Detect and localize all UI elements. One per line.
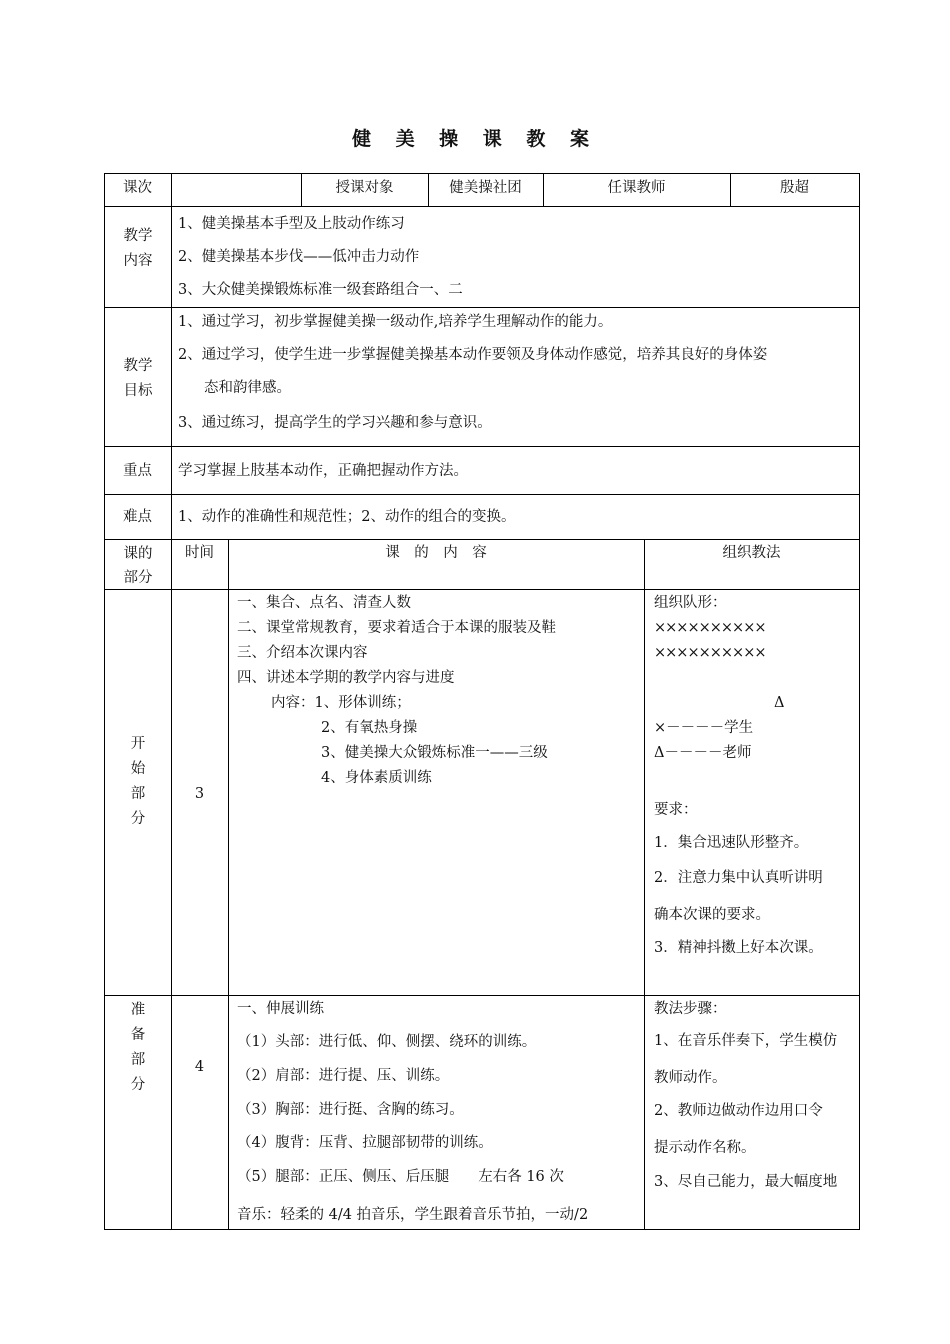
start-content-line: 二、课堂常规教育，要求着适合于本课的服装及鞋 <box>237 620 556 636</box>
audience-value: 健美操社团 <box>449 180 522 196</box>
legend-student: ×－－－－学生 <box>654 720 754 736</box>
prep-content-line: 一、伸展训练 <box>237 1001 324 1017</box>
difficulty-text: 1、动作的准确性和规范性；2、动作的组合的变换。 <box>178 509 516 525</box>
teaching-content-item: 2、健美操基本步伐——低冲击力动作 <box>178 249 420 265</box>
prep-content-line: （4）腹背：压背、拉腿部韧带的训练。 <box>237 1135 493 1151</box>
page-title: 健 美 操 课 教 案 <box>351 128 599 150</box>
teacher-label: 任课教师 <box>607 180 666 196</box>
section-prep-name: 准备部分 <box>130 1002 146 1093</box>
start-content-line: 3、健美操大众锻炼标准一——三级 <box>321 745 548 761</box>
prep-content-line: （3）胸部：进行挺、含胸的练习。 <box>237 1102 464 1118</box>
teaching-content-item: 1、健美操基本手型及上肢动作练习 <box>178 216 405 232</box>
prep-method-line: 教师动作。 <box>654 1070 727 1086</box>
start-content-line: 内容：1、形体训练； <box>271 695 411 711</box>
teaching-content-label: 教学内容 <box>123 228 153 269</box>
lesson-no-label: 课次 <box>123 180 152 196</box>
formation-label: 组织队形： <box>654 595 727 611</box>
prep-method-line: 教法步骤： <box>654 1001 727 1017</box>
requirement-item: 1．集合迅速队形整齐。 <box>654 835 809 851</box>
prep-method-line: 1、在音乐伴奏下，学生模仿 <box>654 1033 838 1049</box>
section-start-name: 开始部分 <box>130 736 146 827</box>
goal-item: 2、通过学习，使学生进一步掌握健美操基本动作要领及身体动作感觉，培养其良好的身体姿 <box>178 347 768 363</box>
prep-method-line: 2、教师边做动作边用口令 <box>654 1103 823 1119</box>
teacher-position-mark: Δ <box>774 695 785 711</box>
prep-content-line: （5）腿部：正压、侧压、后压腿 左右各 16 次 <box>237 1169 564 1185</box>
goal-item: 态和韵律感。 <box>204 380 291 396</box>
key-point-text: 学习掌握上肢基本动作，正确把握动作方法。 <box>178 463 468 479</box>
section-start-time: 3 <box>194 786 205 802</box>
requirement-item: 确本次课的要求。 <box>654 907 770 923</box>
column-header-method: 组织教法 <box>722 545 781 561</box>
difficulty-label: 难点 <box>123 509 152 525</box>
teacher-value: 殷超 <box>780 180 809 196</box>
teaching-content-list <box>178 208 463 307</box>
prep-method-line: 提示动作名称。 <box>654 1140 756 1156</box>
start-content-line: 三、介绍本次课内容 <box>237 645 368 661</box>
prep-content-line: （1）头部：进行低、仰、侧摆、绕环的训练。 <box>237 1034 537 1050</box>
start-content-line: 四、讲述本学期的教学内容与进度 <box>237 670 455 686</box>
key-point-label: 重点 <box>123 463 152 479</box>
teaching-content-item: 3、大众健美操锻炼标准一级套路组合一、二 <box>178 282 463 298</box>
start-content-line: 一、集合、点名、清查人数 <box>237 595 411 611</box>
formation-row: ×××××××××× <box>654 620 766 636</box>
prep-content-line: 音乐：轻柔的 4/4 拍音乐，学生跟着音乐节拍，一动/2 <box>237 1207 589 1223</box>
section-prep-time: 4 <box>194 1059 205 1075</box>
goal-item: 3、通过练习，提高学生的学习兴趣和参与意识。 <box>178 415 492 431</box>
prep-content-line: （2）肩部：进行提、压、训练。 <box>237 1068 450 1084</box>
start-content-line: 2、有氧热身操 <box>321 720 418 736</box>
requirement-item: 3．精神抖擞上好本次课。 <box>654 940 823 956</box>
audience-label: 授课对象 <box>335 180 394 196</box>
column-header-part: 课的部分 <box>123 546 153 586</box>
requirement-item: 2．注意力集中认真听讲明 <box>654 870 823 886</box>
formation-row: ×××××××××× <box>654 645 766 661</box>
requirements-label: 要求： <box>654 802 698 818</box>
column-header-time: 时间 <box>185 545 214 561</box>
prep-method-line: 3、尽自己能力，最大幅度地 <box>654 1174 838 1190</box>
legend-teacher: Δ－－－－老师 <box>654 745 752 761</box>
goal-item: 1、通过学习，初步掌握健美操一级动作,培养学生理解动作的能力。 <box>178 314 613 330</box>
column-header-content: 课 的 内 容 <box>385 545 487 561</box>
start-content-line: 4、身体素质训练 <box>321 770 432 786</box>
teaching-goals-label: 教学目标 <box>123 358 153 399</box>
